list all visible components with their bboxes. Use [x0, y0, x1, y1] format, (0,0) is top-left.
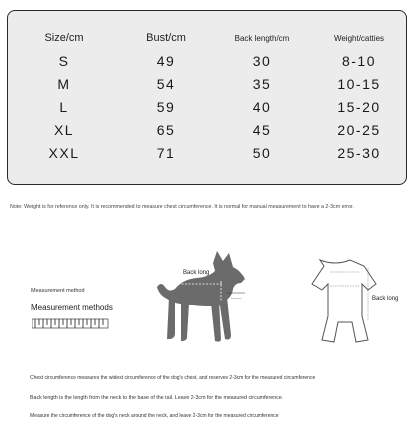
dog-silhouette-diagram: [153, 245, 268, 350]
cell-back-length: 35: [252, 76, 272, 92]
header-size: Size/cm: [44, 32, 84, 44]
measurement-note: Note: Weight is for reference only. It is recommended to measure chest circumference. It is normal for manual measurement to have a 2-3cm error.: [10, 204, 354, 210]
table-row: [8, 76, 406, 96]
measurement-method-label: Measurement method: [31, 288, 85, 294]
footnote-back-length: Back length is the length from the neck to the base of the tail. Leave 2-3cm for the measured circumference.: [30, 395, 284, 401]
cell-size: S: [58, 53, 70, 69]
table-row: [8, 122, 406, 142]
cell-weight: 10-15: [337, 76, 381, 92]
cell-bust: 49: [156, 53, 176, 69]
header-bust: Bust/cm: [146, 32, 186, 44]
shirt-back-long-label: Back long: [372, 296, 399, 302]
cell-back-length: 40: [252, 99, 272, 115]
size-chart-panel: [7, 10, 407, 185]
footnote-chest: Chest circumference measures the widest circumference of the dog's chest, and reserves 2-3cm for the measured circumference: [30, 375, 316, 381]
table-row: [8, 145, 406, 165]
cell-back-length: 30: [252, 53, 272, 69]
measurement-methods-label: Measurement methods: [31, 303, 113, 312]
shirt-diagram: [290, 250, 400, 350]
cell-bust: 54: [156, 76, 176, 92]
dog-back-long-label: Back long: [183, 270, 210, 276]
table-row: [8, 99, 406, 119]
cell-weight: 20-25: [337, 122, 381, 138]
cell-size: XL: [53, 122, 75, 138]
cell-weight: 8-10: [341, 53, 377, 69]
cell-bust: 59: [156, 99, 176, 115]
header-weight: Weight/catties: [333, 34, 385, 43]
neck-circumference-hint: ———: [231, 296, 242, 300]
cell-weight: 15-20: [337, 99, 381, 115]
cell-bust: 71: [156, 145, 176, 161]
tape-measure-icon: [32, 316, 110, 330]
header-back-length: Back length/cm: [234, 34, 290, 43]
cell-size: L: [59, 99, 69, 115]
cell-back-length: 50: [252, 145, 272, 161]
cell-weight: 25-30: [337, 145, 381, 161]
size-table-header: [8, 32, 406, 52]
cell-size: XXL: [48, 145, 80, 161]
table-row: [8, 53, 406, 73]
cell-back-length: 45: [252, 122, 272, 138]
cell-size: M: [57, 76, 71, 92]
footnote-neck: Measure the circumference of the dog's neck around the neck, and leave 2-3cm for the measured circumference: [30, 413, 279, 419]
cell-bust: 65: [156, 122, 176, 138]
